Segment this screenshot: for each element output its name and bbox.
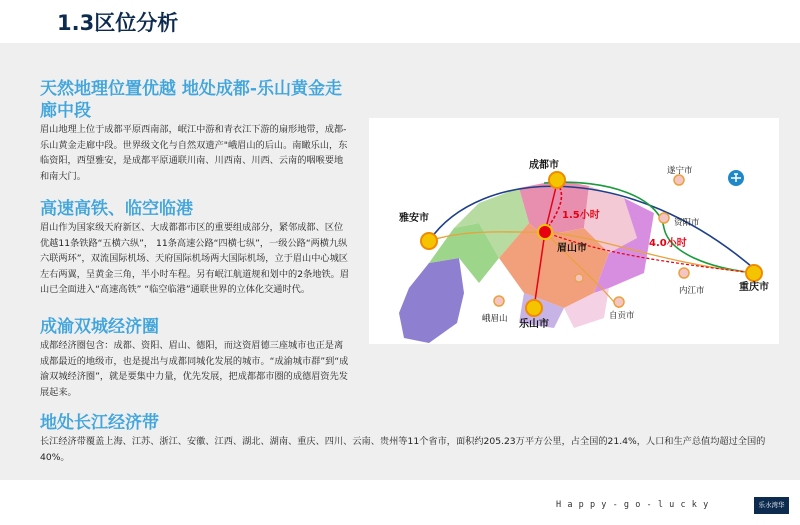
- time-label-long: 4.0小时: [649, 238, 687, 249]
- city-marker-neijiang: [679, 268, 689, 278]
- city-marker-suining: [674, 175, 684, 185]
- city-marker-chongqing: [746, 265, 762, 281]
- city-marker-meishan: [538, 225, 552, 239]
- section-yangtze-belt: [40, 412, 780, 465]
- city-marker-emeishan: [494, 296, 504, 306]
- city-label-ziyang: 资阳市: [674, 218, 700, 228]
- city-label-chongqing: 重庆市: [739, 282, 769, 293]
- city-marker-leshan: [526, 300, 542, 316]
- section-heading: 地处长江经济带: [40, 413, 159, 433]
- section-heading: 成渝双城经济圈: [40, 317, 159, 337]
- city-label-yaan: 雅安市: [399, 213, 429, 224]
- city-label-suining: 遂宁市: [667, 166, 693, 176]
- location-map: [369, 118, 779, 344]
- city-label-leshan: 乐山市: [519, 319, 549, 330]
- city-marker-chengdu: [549, 172, 565, 188]
- city-marker-yaan: [421, 233, 437, 249]
- section-geography: [40, 78, 350, 184]
- city-label-emeishan: 峨眉山: [482, 314, 508, 324]
- section-heading: 天然地理位置优越 地处成都-乐山黄金走廊中段: [40, 79, 342, 121]
- section-transport: [40, 198, 350, 298]
- section-body: 眉山作为国家级天府新区、大成都都市区的重要组成部分，紧邻成都、区位优越11条铁路“五横六纵”， 11条高速公路“四横七纵”，一级公路“两横九纵六联两环”，双流国际机场、天府国际机场两大国际机场，立于眉山中心城区左右两翼，呈黄金三角，半小时车程。另有岷江航道规和划中的2条地铁。眉山已全面进入“高速高铁” “临空临港”通联世界的立体化交通时代。: [40, 222, 350, 295]
- city-label-meishan: 眉山市: [557, 243, 587, 254]
- region-southwest: [399, 258, 464, 343]
- airplane-icon: [728, 170, 744, 186]
- section-heading: 高速高铁、临空临港: [40, 199, 193, 219]
- city-marker-ziyang: [659, 213, 669, 223]
- page-title: 1.3区位分析: [57, 11, 179, 35]
- footer-logo: 乐水湾华: [754, 497, 789, 514]
- time-label-short: 1.5小时: [562, 210, 600, 221]
- section-body: 长江经济带覆盖上海、江苏、浙江、安徽、江西、湖北、湖南、重庆、四川、云南、贵州等11个省市，面积约205.23万平方公里，占全国的21.4%，人口和生产总值均超过全国的40%。: [40, 436, 766, 463]
- section-economic-circle: [40, 316, 350, 400]
- footer-slogan: Happy-go-lucky: [556, 500, 715, 510]
- section-body: 眉山地理上位于成都平原西南部，岷江中游和青衣江下游的扇形地带，成都-乐山黄金走廊中段。世界级文化与自然双遗产"峨眉山的后山。南瞰乐山，东临资阳，西望雅安，是成都平原通联川南、川西南、川西、云南的咽喉要地和南大门。: [40, 124, 348, 182]
- location-map-svg: [369, 118, 779, 344]
- city-label-chengdu: 成都市: [529, 160, 559, 171]
- page-header: [0, 0, 800, 43]
- city-label-zigong: 自贡市: [609, 311, 635, 321]
- city-marker-zigong: [614, 297, 624, 307]
- city-marker-junction: [575, 274, 583, 282]
- city-label-neijiang: 内江市: [679, 286, 705, 296]
- section-body: 成都经济圈包含：成都、资阳、眉山、德阳，而这资眉德三座城市也正是离成都最近的地级市，也是提出与成都同城化发展的城市。“成渝城市群”到“成渝双城经济圈”，就是要集中力量，优先发展，把成都都市圈的成德眉资先发展起来。: [40, 340, 349, 398]
